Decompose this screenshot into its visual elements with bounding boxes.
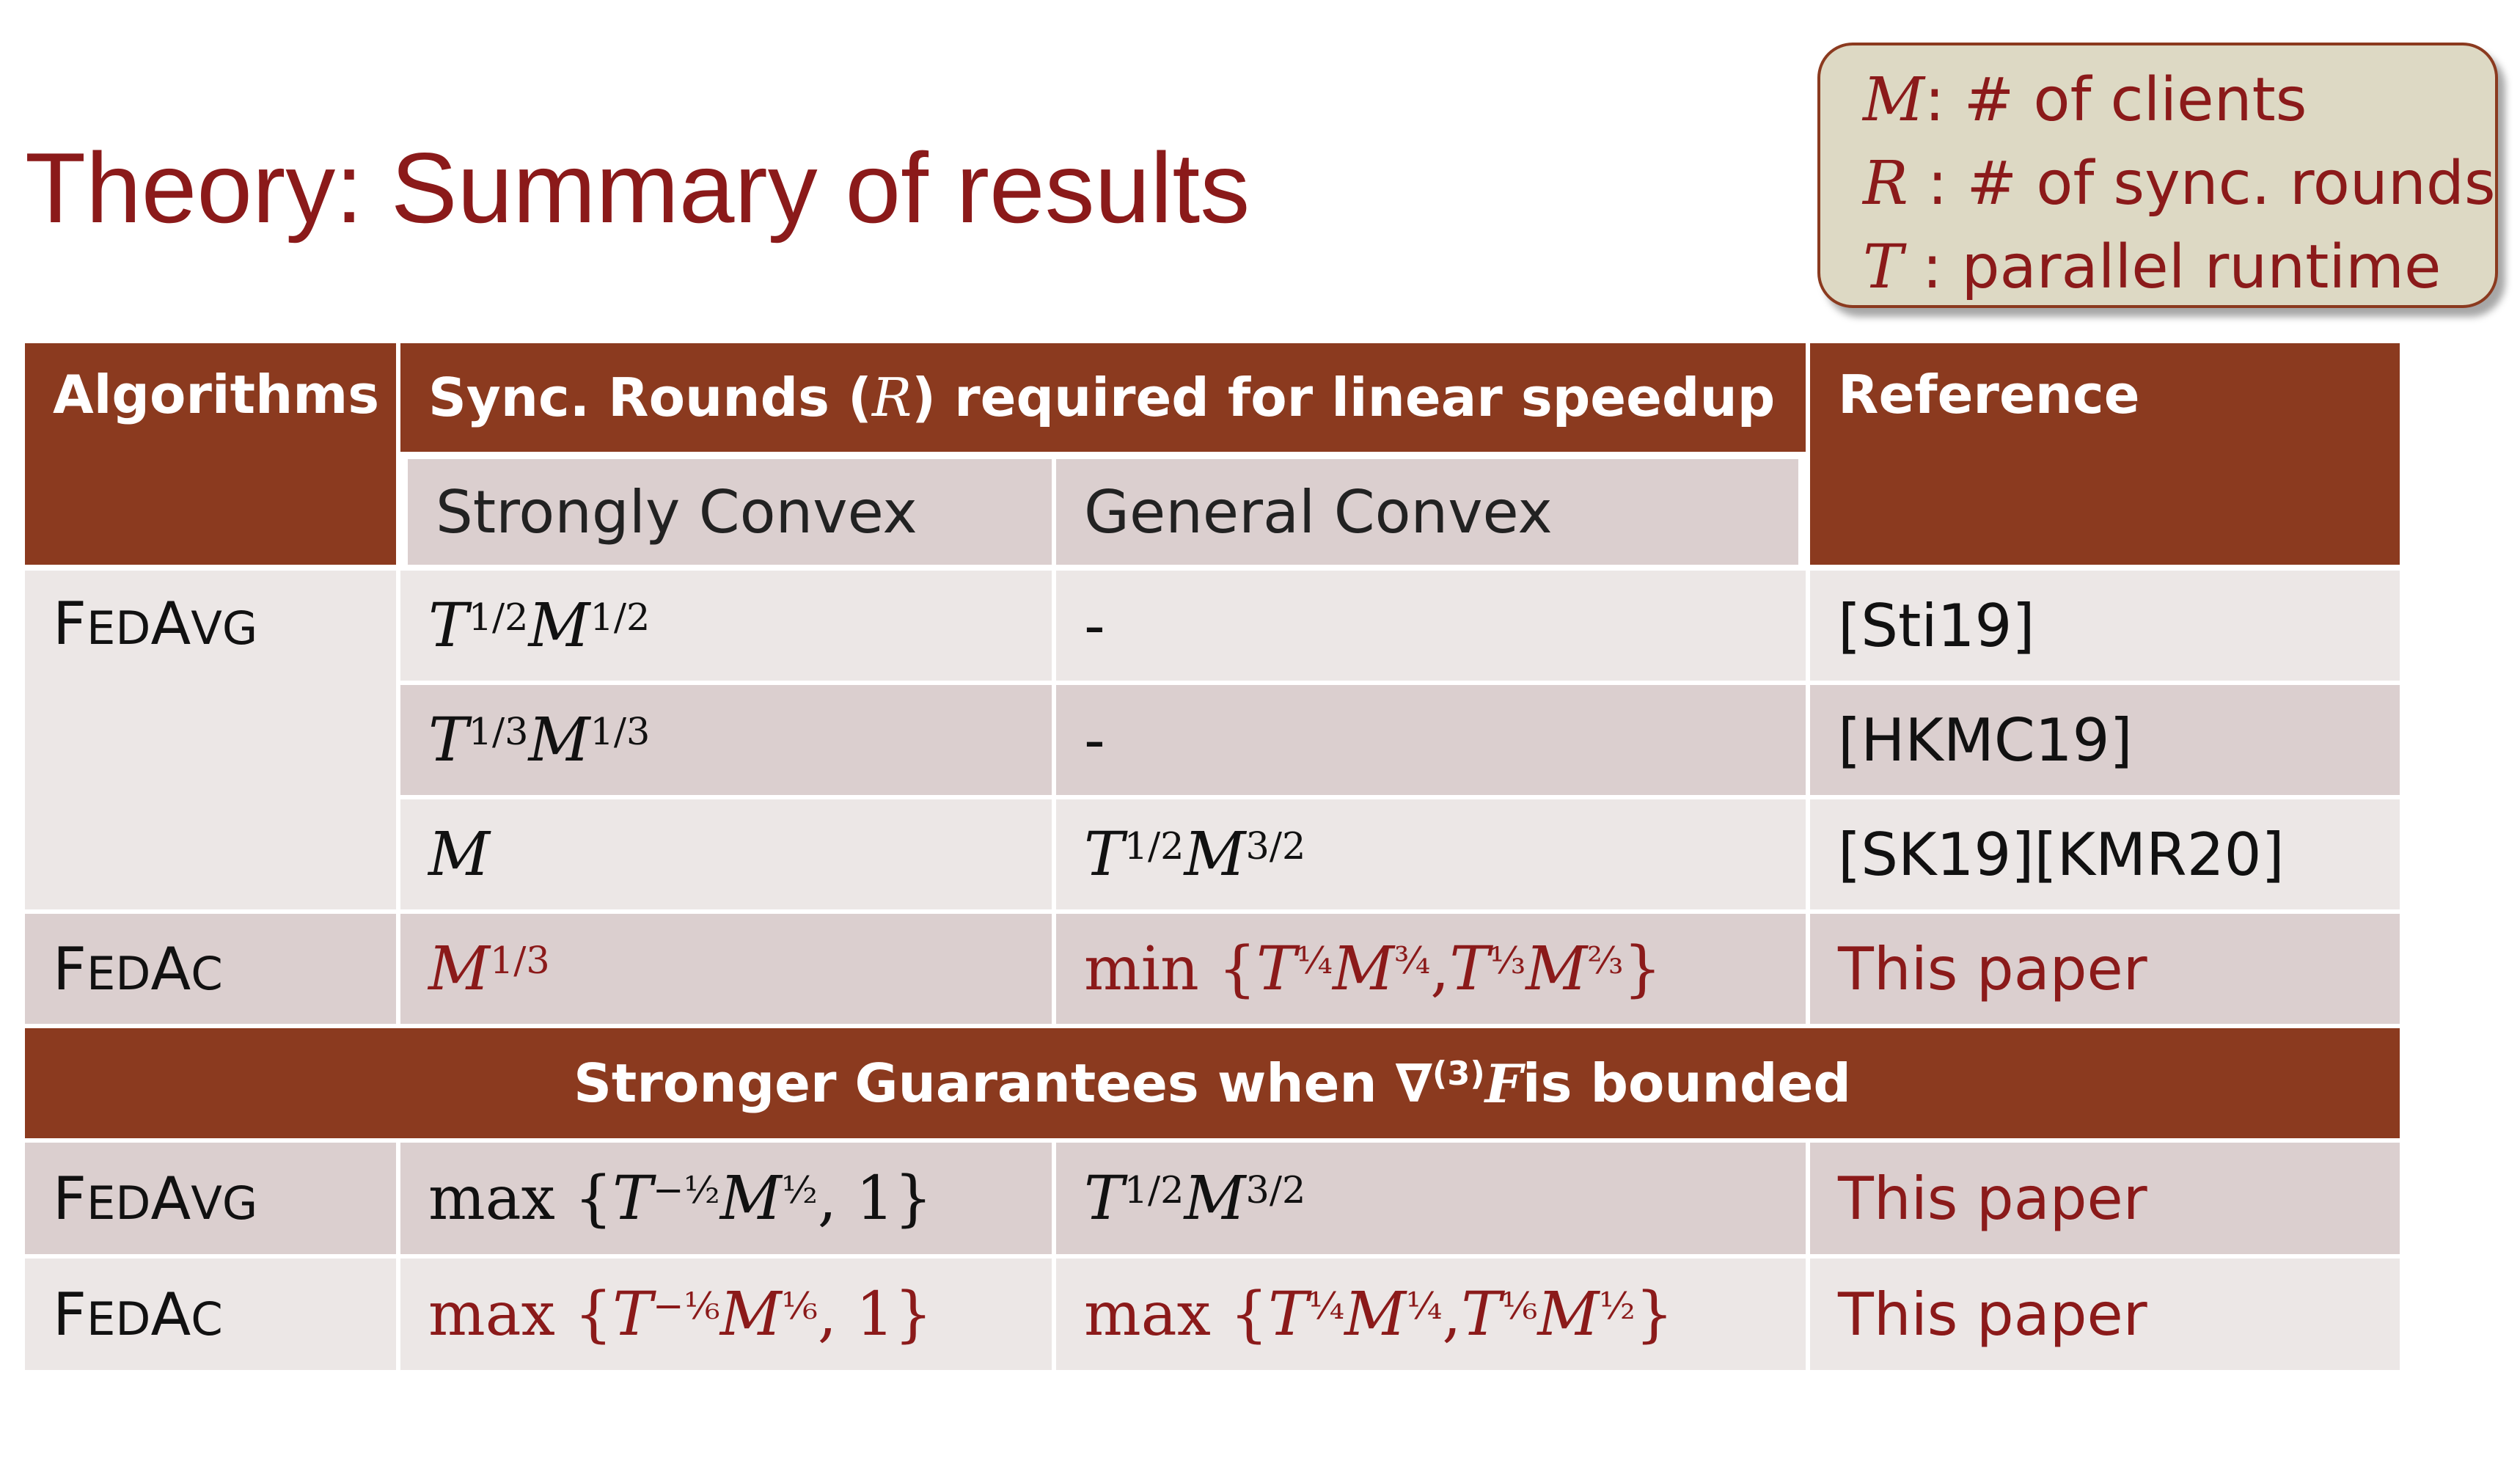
algorithm-fedavg-bounded: FEDAVG: [25, 1143, 396, 1254]
header-reference: Reference: [1810, 343, 2400, 565]
legend-row-m: M: # of clients: [1863, 65, 2307, 135]
algorithm-fedac: FEDAC: [25, 914, 396, 1024]
notation-legend: [1817, 43, 2498, 308]
header-general-convex: General Convex: [1056, 459, 1806, 565]
row3-general-convex: T $^{1/2}$ M $^{3/2}$: [1056, 799, 1806, 909]
row1-general-convex: -: [1056, 571, 1806, 681]
row4-strongly-convex: M $^{1/3}$: [400, 914, 1052, 1024]
row3-reference: [SK19][KMR20]: [1810, 799, 2400, 909]
row6-general-convex: max { T $^{\frac{1}{4}}$ M $^{\frac{1}{4}}$ , T $^{\frac{1}{6}}$ M $^{\frac{1}{2}}$ }: [1056, 1259, 1806, 1370]
row4-reference: This paper: [1810, 914, 2400, 1024]
row2-general-convex: -: [1056, 685, 1806, 795]
header-sync-rounds: Sync. Rounds ( R ) required for linear speedup: [400, 343, 1806, 452]
header-strongly-convex: Strongly Convex: [400, 459, 1052, 565]
row3-strongly-convex: M: [400, 799, 1052, 909]
row1-strongly-convex: T $^{1/2}$ M $^{1/2}$: [400, 571, 1052, 681]
results-table: [25, 343, 2400, 1379]
bounded-third-derivative-band: Stronger Guarantees when ∇ $^{(3)}$ F is bounded: [25, 1028, 2400, 1138]
slide-title: Theory: Summary of results: [25, 132, 1250, 243]
row5-reference: This paper: [1810, 1143, 2400, 1254]
row2-strongly-convex: T $^{1/3}$ M $^{1/3}$: [400, 685, 1052, 795]
algorithm-fedac-bounded: FEDAC: [25, 1259, 396, 1370]
row6-strongly-convex: max { T $^{-\frac{1}{6}}$ M $^{\frac{1}{6}}$ , 1}: [400, 1259, 1052, 1370]
legend-row-r: R : # of sync. rounds: [1863, 149, 2496, 219]
row2-reference: [HKMC19]: [1810, 685, 2400, 795]
legend-row-t: T : parallel runtime: [1863, 232, 2442, 302]
row4-general-convex: min { T $^{\frac{1}{4}}$ M $^{\frac{3}{4}}$ , T $^{\frac{1}{3}}$ M $^{\frac{2}{3}}$ }: [1056, 914, 1806, 1024]
row5-general-convex: T $^{1/2}$ M $^{3/2}$: [1056, 1143, 1806, 1254]
row5-strongly-convex: max { T $^{-\frac{1}{2}}$ M $^{\frac{1}{2}}$ , 1}: [400, 1143, 1052, 1254]
algorithm-fedavg: FEDAVG: [25, 571, 396, 909]
header-algorithms: Algorithms: [25, 343, 396, 565]
row1-reference: [Sti19]: [1810, 571, 2400, 681]
row6-reference: This paper: [1810, 1259, 2400, 1370]
